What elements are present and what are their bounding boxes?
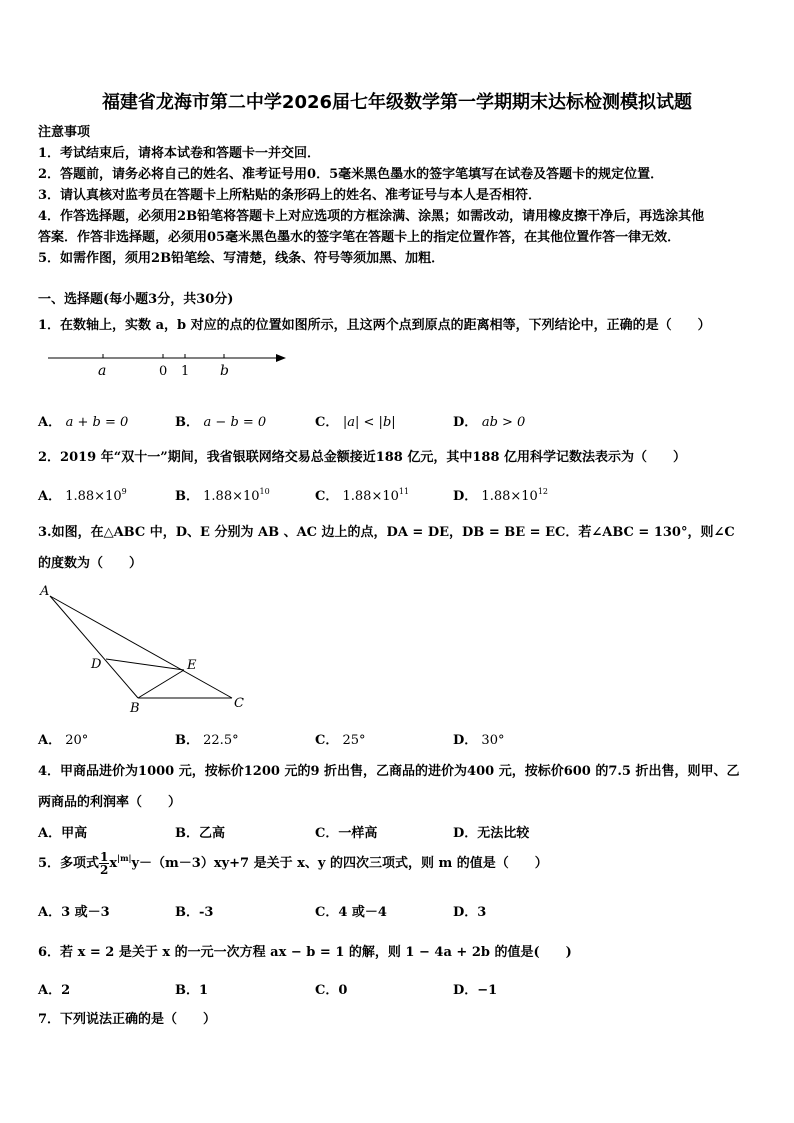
- vertex-label-a: A: [40, 584, 50, 599]
- q6-option-b[interactable]: B．1: [175, 983, 209, 998]
- section-heading: 一、选择题(每小题3分，共30分): [38, 292, 234, 307]
- q2-option-b[interactable]: B． $1.88\times 10^{10}$: [175, 487, 270, 504]
- question-3-text-line2: 的度数为（ ）: [38, 556, 143, 571]
- q6-option-c[interactable]: C．0: [315, 983, 348, 998]
- vertex-label-e: E: [187, 658, 197, 673]
- vertex-label-b: B: [130, 701, 140, 716]
- question-7-text: 7．下列说法正确的是（ ）: [38, 1012, 217, 1027]
- segment-ac: [50, 596, 232, 698]
- question-5-text: 5．多项式 $\frac{1}{2}$ $x^{|m|}y-(m-3)xy+7$ 是关于 x、y 的四次三项式，则 m 的值是（ ）: [38, 850, 548, 877]
- vertex-label-c: C: [234, 696, 244, 711]
- q1-option-c[interactable]: C． |a| < |b|: [315, 415, 396, 430]
- segment-be: [138, 670, 184, 698]
- q3-option-d[interactable]: D． 30°: [453, 733, 505, 748]
- triangle-figure: [36, 580, 256, 720]
- fraction: $\frac{1}{2}$: [100, 850, 109, 877]
- q3-option-a[interactable]: A． 20°: [38, 733, 89, 748]
- segment-ab: [50, 596, 138, 698]
- question-2-text: 2．2019 年“双十一”期间，我省银联网络交易总金额接近188 亿元，其中188 亿用科学记数法表示为（ ）: [38, 450, 687, 465]
- notice-item: 答案．作答非选择题，必须用05毫米黑色墨水的签字笔在答题卡上的指定位置作答，在其他位置作答一律无效．: [38, 230, 681, 245]
- question-6-text: 6．若 x = 2 是关于 x 的一元一次方程 ax − b = 1 的解，则 1 − 4a + 2b 的值是( ): [38, 945, 572, 960]
- q1-option-d[interactable]: D． ab > 0: [453, 415, 526, 430]
- notice-item: 3．请认真核对监考员在答题卡上所粘贴的条形码上的姓名、准考证号与本人是否相符．: [38, 188, 542, 203]
- q1-option-b[interactable]: B． a − b = 0: [175, 415, 267, 430]
- question-4-text-line1: 4．甲商品进价为1000 元，按标价1200 元的9 折出售，乙商品的进价为400 元，按标价600 的7.5 折出售，则甲、乙: [38, 764, 740, 779]
- arrow-head-icon: [276, 354, 286, 362]
- axis-label-0: 0: [159, 364, 168, 379]
- question-4-text-line2: 两商品的利润率（ ）: [38, 795, 182, 810]
- q2-option-d[interactable]: D． $1.88\times 10^{12}$: [453, 487, 548, 504]
- q2-option-c[interactable]: C． $1.88\times 10^{11}$: [315, 487, 410, 504]
- q6-option-d[interactable]: D．−1: [453, 983, 498, 998]
- q4-option-c[interactable]: C．一样高: [315, 826, 378, 841]
- q4-option-d[interactable]: D．无法比较: [453, 826, 530, 841]
- q3-option-b[interactable]: B． 22.5°: [175, 733, 239, 748]
- notice-item: 2．答题前，请务必将自己的姓名、准考证号用0．5毫米黑色墨水的签字笔填写在试卷及答题卡的规定位置．: [38, 167, 664, 182]
- number-line-figure: [40, 345, 300, 385]
- q4-option-b[interactable]: B．乙高: [175, 826, 225, 841]
- axis-label-a: a: [98, 363, 107, 379]
- axis-label-1: 1: [181, 364, 190, 379]
- q5-option-c[interactable]: C．4 或－4: [315, 905, 387, 920]
- page-title: 福建省龙海市第二中学2026届七年级数学第一学期期末达标检测模拟试题: [101, 92, 693, 113]
- notice-heading: 注意事项: [38, 125, 91, 140]
- question-3-text-line1: 3.如图，在△ABC 中，D、E 分别为 AB 、AC 边上的点，DA = DE，DB = BE = EC．若∠ABC = 130°，则∠C: [38, 525, 735, 540]
- q3-option-c[interactable]: C． 25°: [315, 733, 366, 748]
- q5-option-b[interactable]: B．-3: [175, 905, 214, 920]
- q5-option-a[interactable]: A．3 或－3: [38, 905, 110, 920]
- axis-label-b: b: [220, 363, 229, 379]
- question-1-text: 1．在数轴上，实数 a，b 对应的点的位置如图所示，且这两个点到原点的距离相等，下列结论中，正确的是（ ）: [38, 318, 711, 333]
- notice-item: 1．考试结束后，请将本试卷和答题卡一并交回．: [38, 146, 321, 161]
- q6-option-a[interactable]: A．2: [38, 983, 71, 998]
- q1-option-a[interactable]: A． a + b = 0: [38, 415, 129, 430]
- q4-option-a[interactable]: A．甲高: [38, 826, 88, 841]
- q2-option-a[interactable]: A． $1.88\times 10^9$: [38, 487, 127, 504]
- vertex-label-d: D: [91, 657, 102, 672]
- q5-option-d[interactable]: D．3: [453, 905, 487, 920]
- notice-item: 5．如需作图，须用2B铅笔绘、写清楚，线条、符号等须加黑、加粗．: [38, 251, 445, 266]
- notice-item: 4．作答选择题，必须用2B铅笔将答题卡上对应选项的方框涂满、涂黑；如需改动，请用橡皮擦干净后，再选涂其他: [38, 209, 705, 224]
